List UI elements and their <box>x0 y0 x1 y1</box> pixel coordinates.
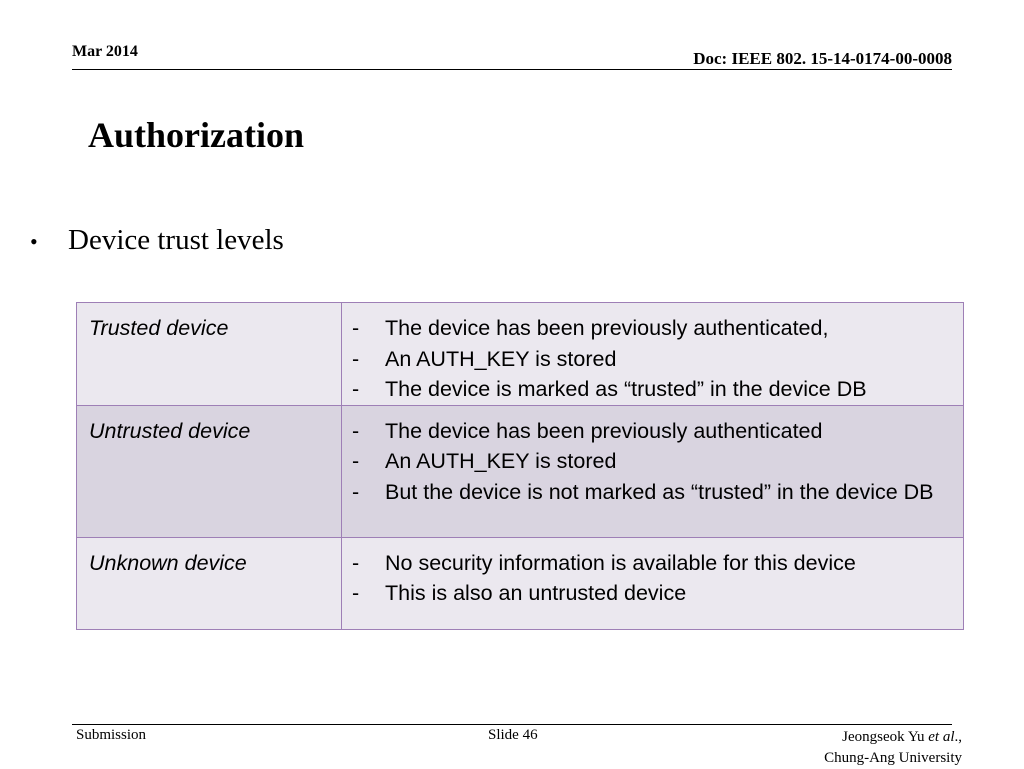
table-row-unknown <box>77 537 964 629</box>
table-cell-description <box>342 303 964 406</box>
author-name: Jeongseok Yu <box>842 729 929 745</box>
dash-marker: - <box>352 418 360 443</box>
description-item <box>352 313 951 344</box>
description-item <box>352 344 951 375</box>
device-type-label: Unknown device <box>89 550 247 575</box>
author-suffix: ., <box>954 729 962 745</box>
description-text: An AUTH_KEY is stored <box>385 449 617 473</box>
dash-marker: - <box>352 581 360 605</box>
description-text: The device has been previously authenticated, <box>385 316 829 340</box>
description-item <box>352 446 951 477</box>
description-text: This is also an untrusted device <box>385 581 687 605</box>
bullet-item <box>30 224 284 257</box>
description-item <box>352 374 951 405</box>
table-cell-description <box>342 405 964 537</box>
dash-marker: - <box>352 479 360 504</box>
slide-title: Authorization <box>88 115 304 155</box>
trust-levels-table <box>76 302 964 630</box>
description-item <box>352 416 951 447</box>
header-doc-id: Doc: IEEE 802. 15-14-0174-00-0008 <box>693 49 952 68</box>
description-item <box>352 578 951 609</box>
description-item <box>352 548 951 579</box>
description-item <box>352 477 951 508</box>
table-row-untrusted <box>77 405 964 537</box>
header-divider <box>72 69 952 70</box>
author-et-al: et al <box>928 729 955 745</box>
device-type-label: Untrusted device <box>89 418 251 443</box>
table-cell-name <box>77 303 342 406</box>
dash-marker: - <box>352 346 360 371</box>
bullet-dot-icon: • <box>30 229 38 254</box>
description-text: The device has been previously authenticated <box>385 418 823 443</box>
footer-slide-number: Slide 46 <box>488 727 538 743</box>
bullet-text: Device trust levels <box>68 224 284 256</box>
table-row-trusted <box>77 303 964 406</box>
dash-marker: - <box>352 449 360 473</box>
description-text: The device is marked as “trusted” in the device DB <box>385 377 867 401</box>
author-affiliation: Chung-Ang University <box>824 750 962 766</box>
description-text: But the device is not marked as “trusted” in the device DB <box>385 479 934 504</box>
dash-marker: - <box>352 377 360 401</box>
table-cell-description <box>342 537 964 629</box>
device-type-label: Trusted device <box>89 316 229 340</box>
table-cell-name <box>77 405 342 537</box>
footer-divider <box>72 724 952 725</box>
dash-marker: - <box>352 316 360 340</box>
footer-submission: Submission <box>76 727 147 743</box>
dash-marker: - <box>352 550 360 575</box>
table-cell-name <box>77 537 342 629</box>
description-text: An AUTH_KEY is stored <box>385 346 617 371</box>
description-text: No security information is available for this device <box>385 550 856 575</box>
header-date: Mar 2014 <box>72 43 138 60</box>
footer-author <box>824 727 962 769</box>
